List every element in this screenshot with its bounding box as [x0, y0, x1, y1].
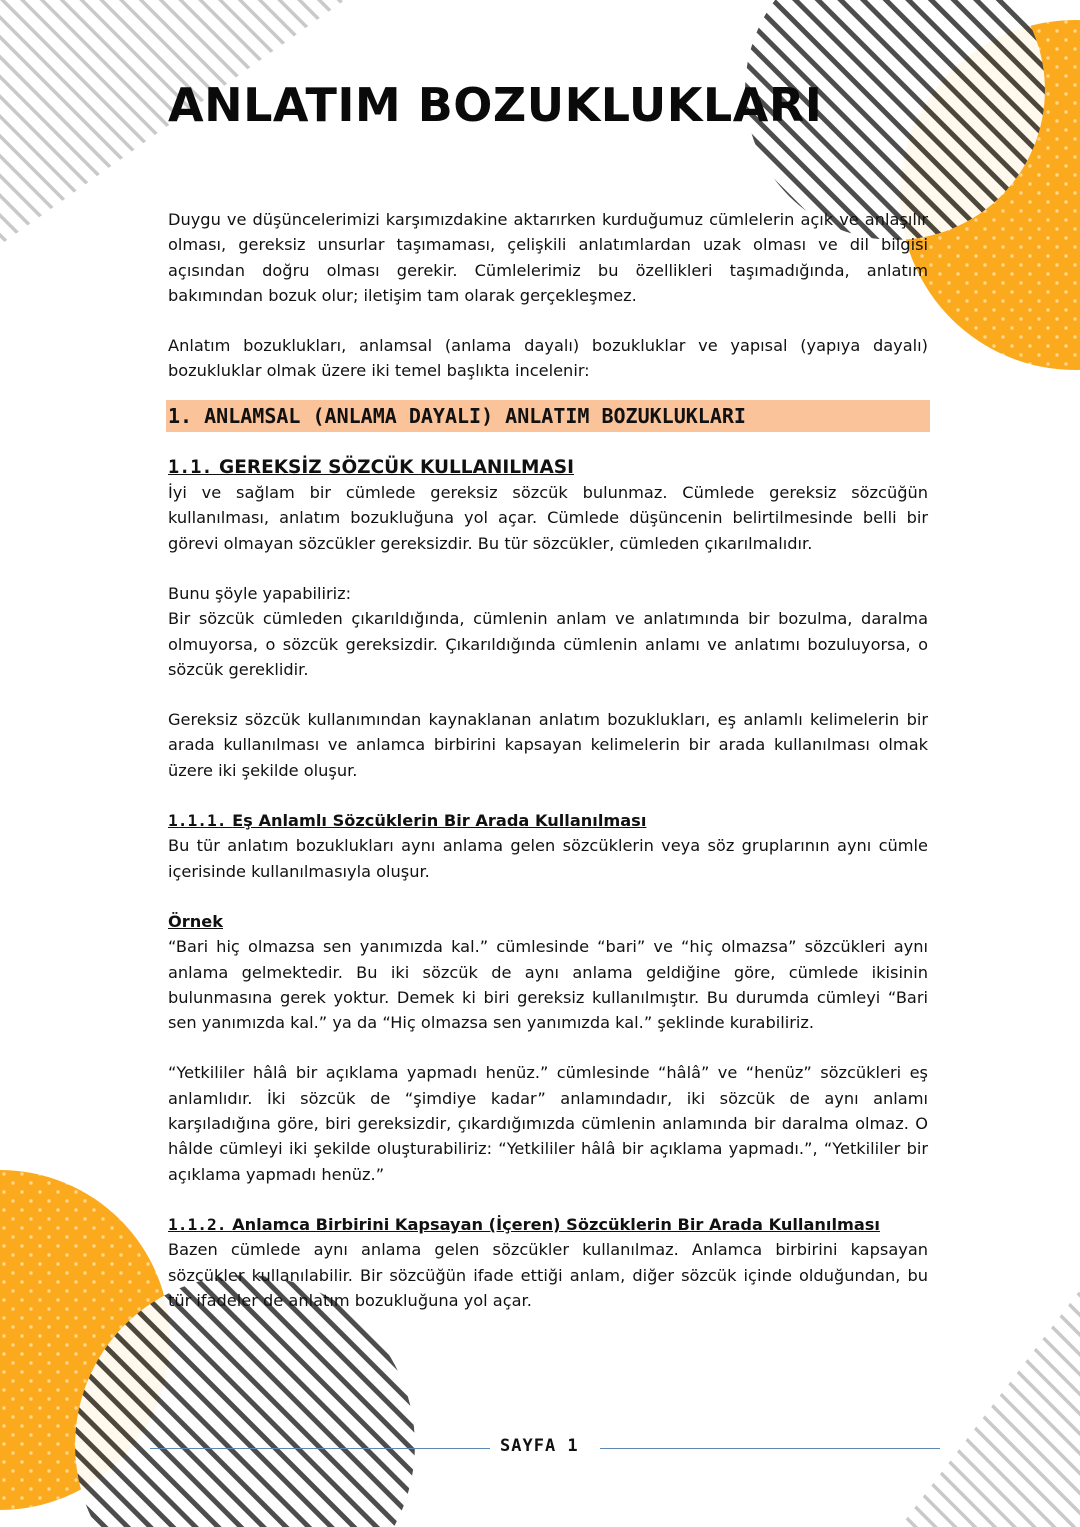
subheading-1-1 — [168, 455, 928, 480]
subheading-1-1-2 — [168, 1212, 928, 1237]
document-body — [168, 207, 928, 1313]
subheading-1-1-2-number: 1.1.2. — [168, 1214, 227, 1234]
paragraph-1-1-body: İyi ve sağlam bir cümlede gereksiz sözcük bulunmaz. Cümlede gereksiz sözcüğün kullanılması, anlatım bozukluğuna yol açar. Cümlede düşüncenin belirtilmesinde belli bir görevi olmayan sözcükler gereksizdir. Bu tür sözcükler, cümleden çıkarılmalıdır. — [168, 483, 928, 553]
page-number: SAYFA 1 — [500, 1436, 579, 1456]
subheading-1-1-2-title: Anlamca Birbirini Kapsayan (İçeren) Sözcüklerin Bir Arada Kullanılması — [232, 1214, 880, 1234]
subheading-1-1-1 — [168, 808, 928, 833]
subheading-1-1-number: 1.1. — [168, 456, 213, 478]
subheading-1-1-1-title: Eş Anlamlı Sözcüklerin Bir Arada Kullanılması — [232, 811, 647, 831]
page-title: ANLATIM BOZUKLUKLARI — [168, 78, 823, 132]
section-heading-anlamsal: 1. ANLAMSAL (ANLAMA DAYALI) ANLATIM BOZUKLUKLARI — [166, 400, 930, 432]
subheading-1-1-title: GEREKSİZ SÖZCÜK KULLANILMASI — [219, 456, 574, 478]
paragraph-types: Gereksiz sözcük kullanımından kaynaklanan anlatım bozuklukları, eş anlamlı kelimelerin bir arada kullanılması ve anlamca birbirini kapsayan kelimelerin bir arada kullanılması olmak üzere iki şekilde oluşur. — [168, 710, 928, 780]
subheading-1-1-1-number: 1.1.1. — [168, 811, 227, 831]
example-paragraph-2: “Yetkililer hâlâ bir açıklama yapmadı henüz.” cümlesinde “hâlâ” ve “henüz” sözcükleri eş anlamlıdır. İki sözcük de “şimdiye kadar” anlamındadır, iki sözcük de aynı anlamı karşıladığına göre, biri gereksizdir, çıkardığımızda cümlenin anlamında bir daralma olmaz. O hâlde cümleyi iki şekilde oluşturabiliriz: “Yetkililer hâlâ bir açıklama yapmadı.”, “Yetkililer bir açıklama yapmadı henüz.” — [168, 1063, 928, 1184]
example-label: Örnek — [168, 911, 224, 931]
paragraph-1-1-2-body: Bazen cümlede aynı anlama gelen sözcükler kullanılmaz. Anlamca birbirini kapsayan sözcükler kullanılabilir. Bir sözcüğün ifade ettiği anlam, diğer sözcük içinde olduğundan, bu tür ifadeler de anlatım bozukluğuna yol açar. — [168, 1240, 928, 1310]
intro-paragraph-2: Anlatım bozuklukları, anlamsal (anlama dayalı) bozukluklar ve yapısal (yapıya dayalı) bozukluklar olmak üzere iki temel başlıkta incelenir: — [168, 336, 928, 381]
paragraph-how-body: Bir sözcük cümleden çıkarıldığında, cümlenin anlam ve anlatımında bir bozulma, daralma olmuyorsa, o sözcük gereksizdir. Çıkarıldığında cümlenin anlamı ve anlatımı bozuluyorsa, o sözcük gereklidir. — [168, 609, 928, 679]
stripe-block-bottom-right — [880, 1280, 1080, 1527]
example-paragraph-1: “Bari hiç olmazsa sen yanımızda kal.” cümlesinde “bari” ve “hiç olmazsa” sözcükleri aynı anlama gelmektedir. Bu iki sözcük de aynı anlama geldiğine göre, cümlede ikisinin bulunmasına gerek yoktur. Demek ki biri gereksiz kullanılmıştır. Bu durumda cümleyi “Bari sen yanımızda kal.” ya da “Hiç olmazsa sen yanımızda kal.” şeklinde kurabiliriz. — [168, 937, 928, 1033]
page-footer — [150, 1436, 940, 1460]
footer-rule-right — [600, 1448, 940, 1449]
paragraph-how-label: Bunu şöyle yapabiliriz: — [168, 583, 352, 603]
paragraph-1-1-1-body: Bu tür anlatım bozuklukları aynı anlama gelen sözcüklerin veya söz gruplarının aynı cümle içerisinde kullanılmasıyla oluşur. — [168, 836, 928, 881]
intro-paragraph-1: Duygu ve düşüncelerimizi karşımızdakine aktarırken kurduğumuz cümlelerin açık ve anlaşılır olması, gereksiz unsurlar taşımaması, çelişkili anlatımlardan uzak olması ve dil bilgisi açısından doğru olması gerekir. Cümlelerimiz bu özellikleri taşımadığında, anlatım bakımından bozuk olur; iletişim tam olarak gerçekleşmez. — [168, 210, 928, 305]
footer-rule-left — [150, 1448, 490, 1449]
